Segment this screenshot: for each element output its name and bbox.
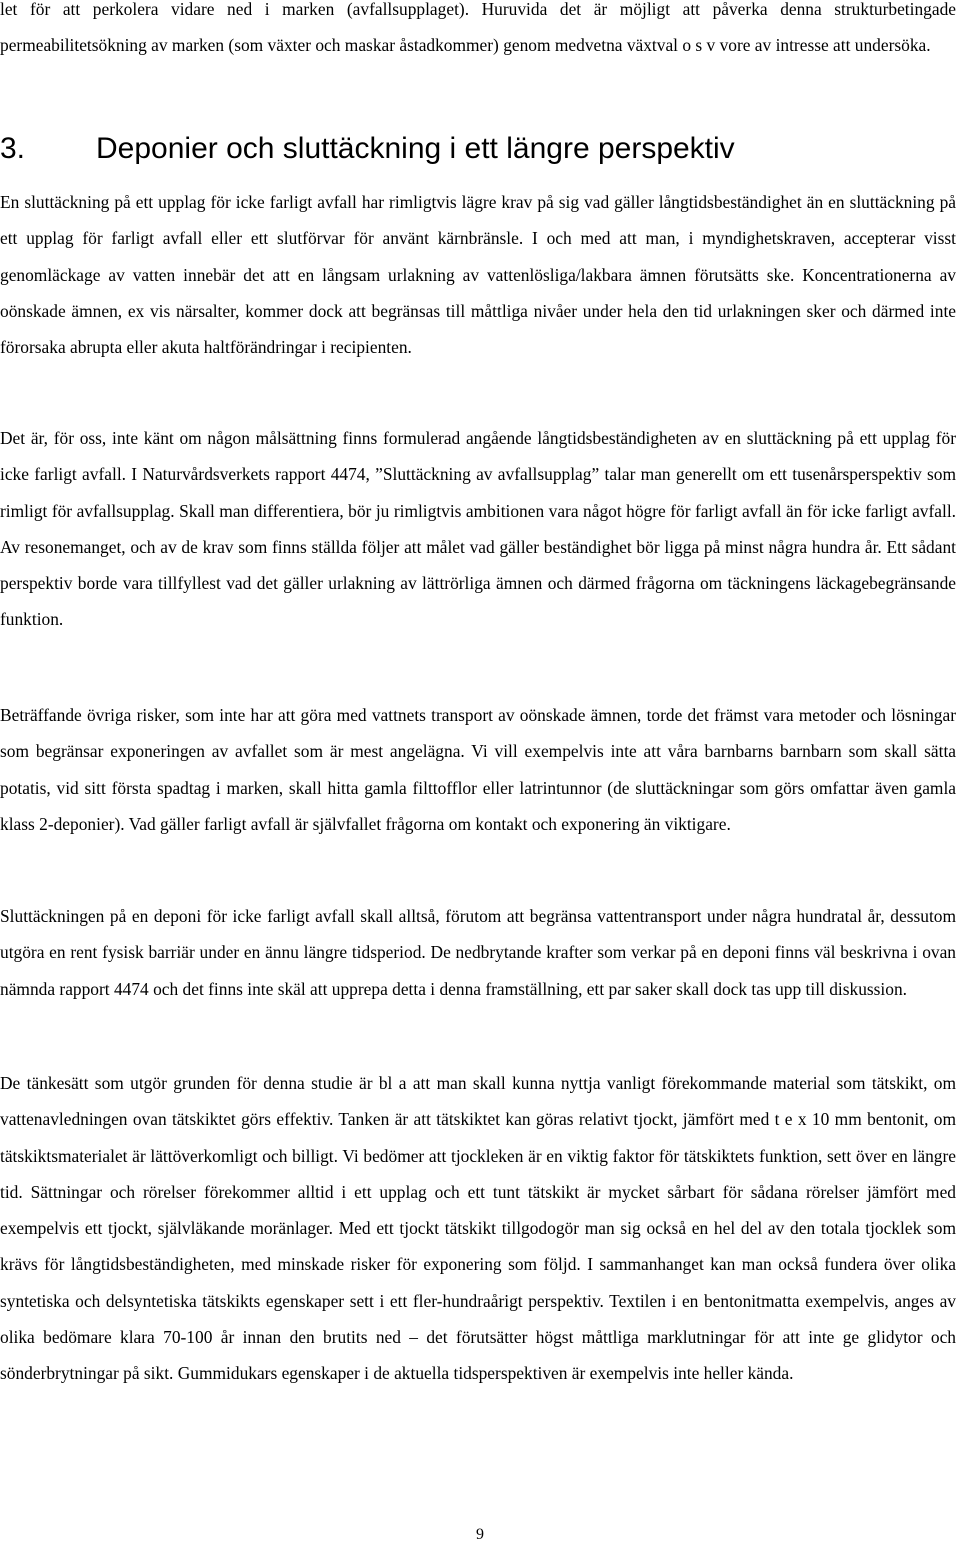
body-paragraph: Det är, för oss, inte känt om någon målsättning finns formulerad angående långtidsbeständigheten av en sluttäckning på ett upplag för icke farligt avfall. I Naturvårdsverkets rapport 4474, ”Sluttäckning av avfallsupplag” talar man generellt om ett tusenårsperspektiv som rimligt för avfallsupplag. Skall man differentiera, bör ju rimligtvis ambitionen vara något högre för farligt avfall än för icke farligt avfall. Av resonemanget, och av de krav som finns ställda följer att målet vad gäller beständighet bör ligga på minst några hundra år. Ett sådant perspektiv borde vara tillfyllest vad det gäller urlakning av lättrörliga ämnen och därmed frågorna om täckningens läckagebegränsande funktion. xyxy=(0,428,956,630)
section-heading xyxy=(0,125,956,173)
section-number: 3. xyxy=(0,132,26,165)
body-paragraph: De tänkesätt som utgör grunden för denna studie är bl a att man skall kunna nyttja vanligt förekommande material som tätskikt, om vattenavledningen ovan tätskiktet görs effektiv. Tanken är att tätskiktet kan göras relativt tjockt, jämfört med t e x 10 mm bentonit, om tätskiktsmaterialet är lättöverkomligt och billigt. Vi bedömer att tjockleken är en viktig faktor för tätskiktets funktion, sett över en längre tid. Sättningar och rörelser förekommer alltid i ett upplag och ett tunt tätskikt är mycket sårbart för sådana rörelser jämfört med exempelvis ett tjockt, självläkande moränlager. Med ett tjockt tätskikt tillgodogör man sig också en hel del av den totala tjocklek som krävs för långtidsbeständigheten, med minskade risker för exponering som följd. I sammanhanget kan man också fundera över olika syntetiska och delsyntetiska tätskikts egenskaper sett i ett fler-hundraårigt perspektiv. Textilen i en bentonitmatta exempelvis, anges av olika bedömare klara 70-100 år innan den brutits ned – det förutsätter högst måttliga marklutningar för att inte ge glidytor och sönderbrytningar på sikt. Gummidukars egenskaper i de aktuella tidsperspektiven är exempelvis inte heller kända. xyxy=(0,1073,956,1384)
body-paragraph: Sluttäckningen på en deponi för icke farligt avfall skall alltså, förutom att begränsa vattentransport under några hundratal år, dessutom utgöra en rent fysisk barriär under en ännu längre tidsperiod. De nedbrytande krafter som verkar på en deponi finns väl beskrivna i ovan nämnda rapport 4474 och det finns inte skäl att upprepa detta i denna framställning, ett par saker skall dock tas upp till diskussion. xyxy=(0,906,956,999)
section-title: Deponier och sluttäckning i ett längre perspektiv xyxy=(96,132,735,165)
body-paragraph: En sluttäckning på ett upplag för icke farligt avfall har rimligtvis lägre krav på sig vad gäller långtidsbeständighet än en sluttäckning på ett upplag för farligt avfall eller ett slutförvar för använt kärnbränsle. I och med att man, i myndighetskraven, accepterar visst genomläckage av vatten innebär det att en långsam urlakning av vattenlösliga/lakbara ämnen förutsätts ske. Koncentrationerna av oönskade ämnen, ex vis närsalter, kommer dock att begränsas till måttliga nivåer under hela den tid urlakningen sker och därmed inte förorsaka abrupta eller akuta haltförändringar i recipienten. xyxy=(0,192,956,358)
page-number: 9 xyxy=(476,1526,484,1543)
body-paragraph: Beträffande övriga risker, som inte har att göra med vattnets transport av oönskade ämnen, torde det främst vara metoder och lösningar som begränsar exponeringen av avfallet som är mest angelägna. Vi vill exempelvis inte att våra barnbarns barnbarn som skall sätta potatis, vid sitt första spadtag i marken, skall hitta gamla filttofflor eller latrintunnor (de sluttäckningar som görs omfattar även gamla klass 2-deponier). Vad gäller farligt avfall är självfallet frågorna om kontakt och exponering än viktigare. xyxy=(0,705,956,834)
intro-paragraph: let för att perkolera vidare ned i marken (avfallsupplaget). Huruvida det är möjligt att påverka denna strukturbetingade permeabilitetsökning av marken (som växter och maskar åstadkommer) genom medvetna växtval o s v vore av intresse att undersöka. xyxy=(0,0,956,56)
